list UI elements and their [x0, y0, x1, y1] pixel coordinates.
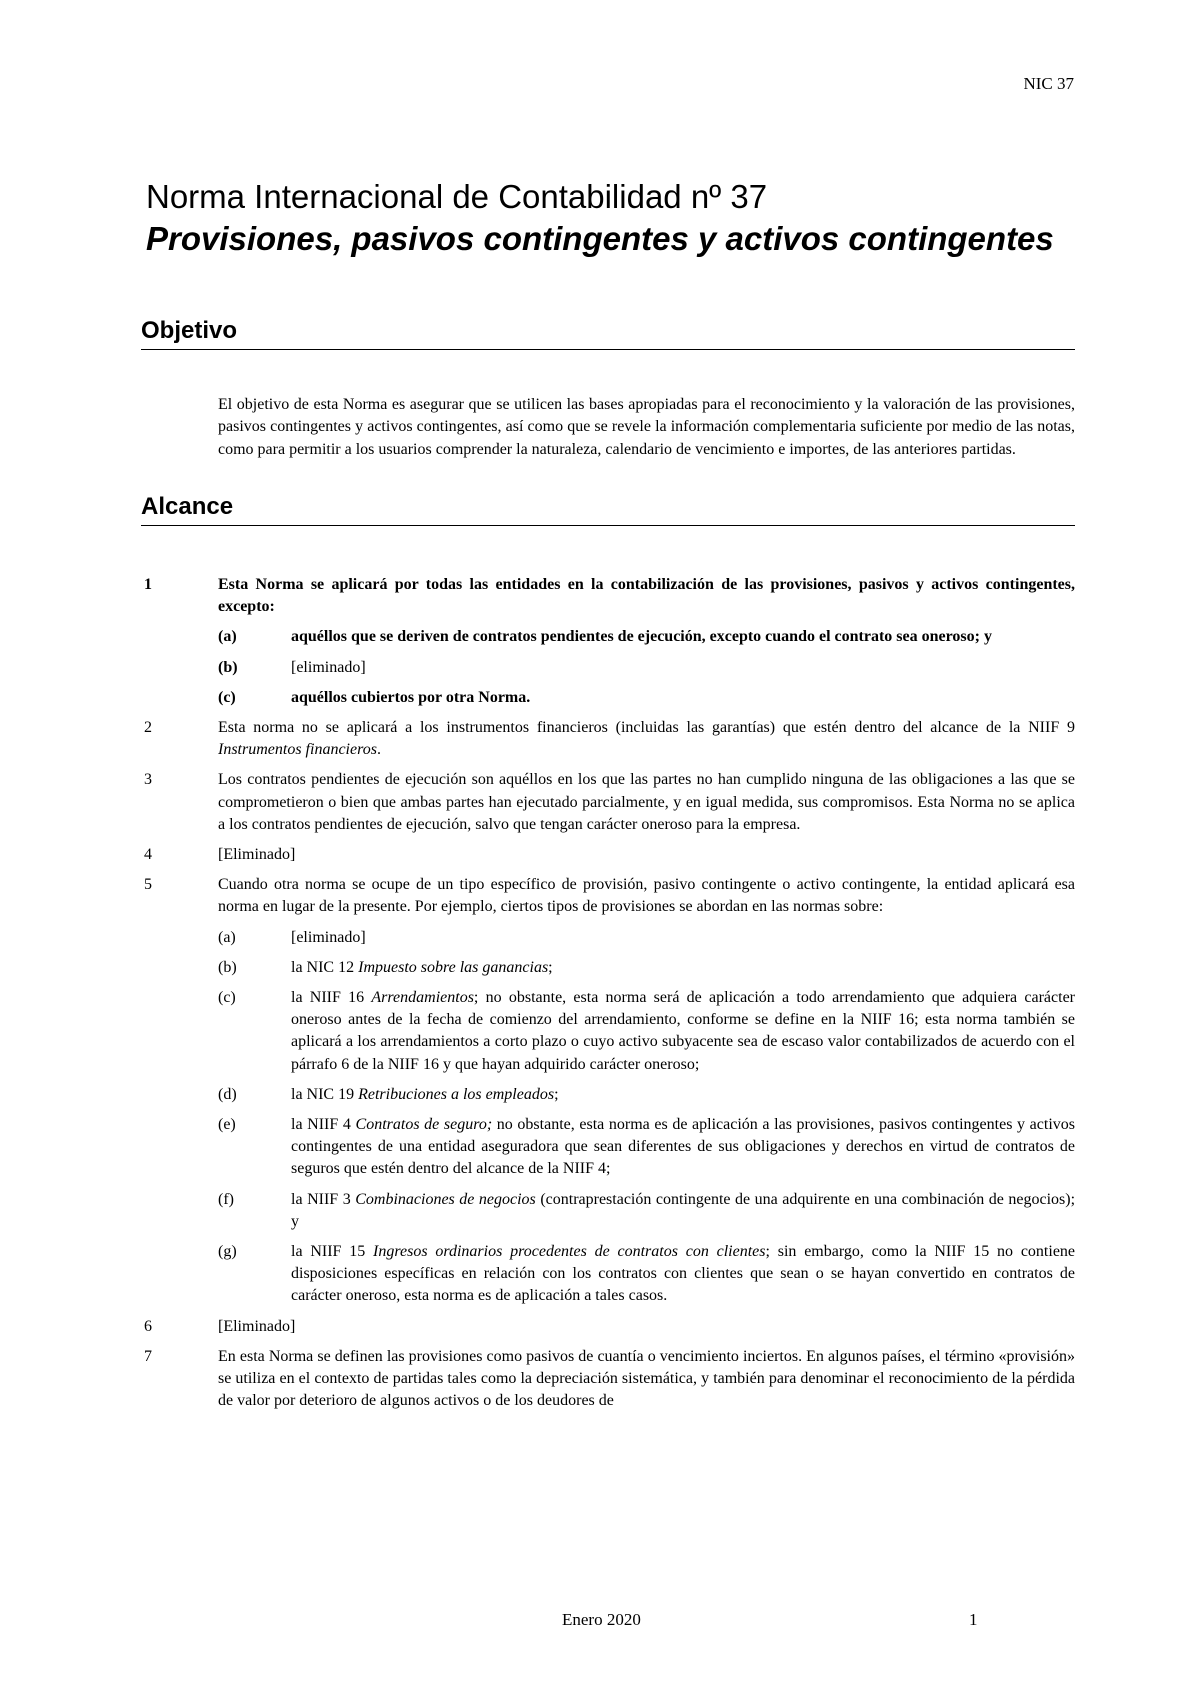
list-item-label: (e) — [218, 1116, 236, 1134]
list-item-text: la NIIF 16 — [291, 989, 372, 1007]
list-item-text: la NIIF 3 — [291, 1190, 356, 1208]
list-item-label: (a) — [218, 628, 237, 646]
list-item — [141, 1114, 1075, 1181]
paragraph-4 — [141, 844, 1075, 866]
paragraph-number: 6 — [144, 1317, 152, 1335]
section-heading-alcance: Alcance — [141, 492, 1075, 526]
list-item-text: la NIC 12 — [291, 958, 359, 976]
paragraph-text: [Eliminado] — [218, 846, 296, 864]
list-item-text: la NIIF 15 — [291, 1243, 374, 1261]
list-item-text: [eliminado] — [291, 658, 366, 676]
paragraph-text: En esta Norma se definen las provisiones como pasivos de cuantía o vencimiento inciertos. En algunos países, el término «provisión» se utiliza en el contexto de partidas tales como la depreciación sistemática, y también para denominar el reconocimiento de la pérdida de valor por deterioro de algunos activos o de los deudores de — [218, 1347, 1075, 1410]
paragraph-number: 7 — [144, 1347, 152, 1365]
paragraph-number: 4 — [144, 846, 152, 864]
list-item-text-end: ; — [548, 958, 553, 976]
paragraph-text: Esta Norma se aplicará por todas las entidades en la contabilización de las provisiones, pasivos y activos contingentes, excepto: — [218, 576, 1075, 616]
list-item-label: (c) — [218, 989, 236, 1007]
standard-title: Contratos de seguro; — [355, 1116, 493, 1134]
objetivo-text: El objetivo de esta Norma es asegurar que se utilicen las bases apropiadas para el reconocimiento y la valoración de las provisiones, pasivos contingentes y activos contingentes, así como que se revele la información complementaria suficiente por medio de las notas, como para permitir a los usuarios comprender la naturaleza, calendario de vencimiento e importes, de las anteriores partidas. — [218, 396, 1075, 458]
list-item-label: (f) — [218, 1190, 234, 1208]
list-item-text: la NIC 19 — [291, 1085, 359, 1103]
title-line-1: Norma Internacional de Contabilidad nº 37 — [146, 178, 768, 215]
paragraph-text: [Eliminado] — [218, 1317, 296, 1335]
paragraph-6 — [141, 1316, 1075, 1338]
standard-title: Retribuciones a los empleados — [358, 1085, 555, 1103]
paragraph-text-end: . — [376, 741, 381, 759]
standard-title: Instrumentos financieros — [218, 741, 377, 759]
paragraph-number: 1 — [144, 576, 152, 593]
paragraph-5 — [141, 874, 1075, 918]
list-item-label: (c) — [218, 688, 236, 706]
list-item-text-end: ; no obstante, esta norma será de aplicación a todo arrendamiento que adquiera carácter oneroso antes de la fecha de comienzo del arrendamiento, conforme se define en la NIIF 16; esta norma también se aplicará a los arrendamientos a corto plazo o cuyo activo subyacente sea de escaso valor contabilizados de acuerdo con el párrafo 6 de la NIIF 16 y que hayan adquirido carácter oneroso; — [291, 989, 1075, 1073]
document-title — [146, 176, 1066, 260]
paragraph-1 — [141, 574, 1075, 618]
list-item-text: aquéllos que se deriven de contratos pendientes de ejecución, excepto cuando el contrato sea oneroso; y — [291, 628, 992, 646]
standard-title: Arrendamientos — [371, 989, 474, 1007]
standard-title: Combinaciones de negocios — [355, 1190, 536, 1208]
list-item-text-end: ; sin embargo, como la NIIF 15 no contiene disposiciones específicas en relación con los contratos con clientes que sean o se hayan convertido en contratos de carácter oneroso, esta norma es de aplicación a tales casos. — [291, 1243, 1076, 1305]
list-item — [141, 1241, 1075, 1308]
paragraph-number: 5 — [144, 876, 152, 894]
paragraph-text: Esta norma no se aplicará a los instrumentos financieros (incluidas las garantías) que estén dentro del alcance de la NIIF 9 — [218, 719, 1075, 737]
paragraph-text: Cuando otra norma se ocupe de un tipo específico de provisión, pasivo contingente o activo contingente, la entidad aplicará esa norma en lugar de la presente. Por ejemplo, ciertos tipos de provisiones se abordan en las normas sobre: — [218, 876, 1075, 916]
list-item-label: (b) — [218, 958, 237, 976]
list-item — [141, 987, 1075, 1076]
section-heading-objetivo: Objetivo — [141, 316, 1075, 350]
list-item-label: (b) — [218, 658, 238, 676]
footer-date: Enero 2020 — [562, 1610, 641, 1629]
standard-title: Impuesto sobre las ganancias — [358, 958, 549, 976]
paragraph-number: 2 — [144, 719, 152, 737]
paragraph-text: Los contratos pendientes de ejecución son aquéllos en los que las partes no han cumplido ninguna de las obligaciones a las que se comprometieron o bien que ambas partes han ejecutado parcialmente, y en igual medida, sus compromisos. Esta Norma no se aplica a los contratos pendientes de ejecución, salvo que tengan carácter oneroso para la empresa. — [218, 771, 1075, 833]
list-item — [141, 687, 1075, 709]
list-item-label: (g) — [218, 1243, 237, 1261]
list-item — [141, 1189, 1075, 1233]
list-item-text-end: (contraprestación contingente de una adquirente en una combinación de negocios); y — [291, 1190, 1076, 1230]
running-header: NIC 37 — [1023, 74, 1074, 93]
standard-title: Ingresos ordinarios procedentes de contratos con clientes — [373, 1243, 766, 1261]
paragraph-2 — [141, 717, 1075, 761]
paragraph-3 — [141, 769, 1075, 836]
paragraph-7 — [141, 1346, 1075, 1413]
list-item — [141, 1084, 1075, 1106]
list-item — [141, 626, 1075, 648]
paragraph-number: 3 — [144, 771, 152, 789]
title-line-2: Provisiones, pasivos contingentes y activos contingentes — [146, 220, 1054, 257]
list-item — [141, 927, 1075, 949]
list-item-text-end: ; — [554, 1085, 559, 1103]
list-item-label: (a) — [218, 928, 236, 946]
list-item — [141, 957, 1075, 979]
list-item-text-end: no obstante, esta norma es de aplicación a las provisiones, pasivos contingentes y activos contingentes de una entidad aseguradora que sean diferentes de sus obligaciones y derechos en virtud de contratos de seguros que estén dentro del alcance de la NIIF 4; — [291, 1116, 1076, 1178]
alcance-content — [141, 574, 1075, 1421]
list-item-text: la NIIF 4 — [291, 1116, 356, 1134]
page-number: 1 — [969, 1610, 978, 1629]
list-item — [141, 657, 1075, 679]
list-item-text: aquéllos cubiertos por otra Norma. — [291, 688, 531, 706]
list-item-label: (d) — [218, 1085, 237, 1103]
list-item-text: [eliminado] — [291, 928, 366, 946]
